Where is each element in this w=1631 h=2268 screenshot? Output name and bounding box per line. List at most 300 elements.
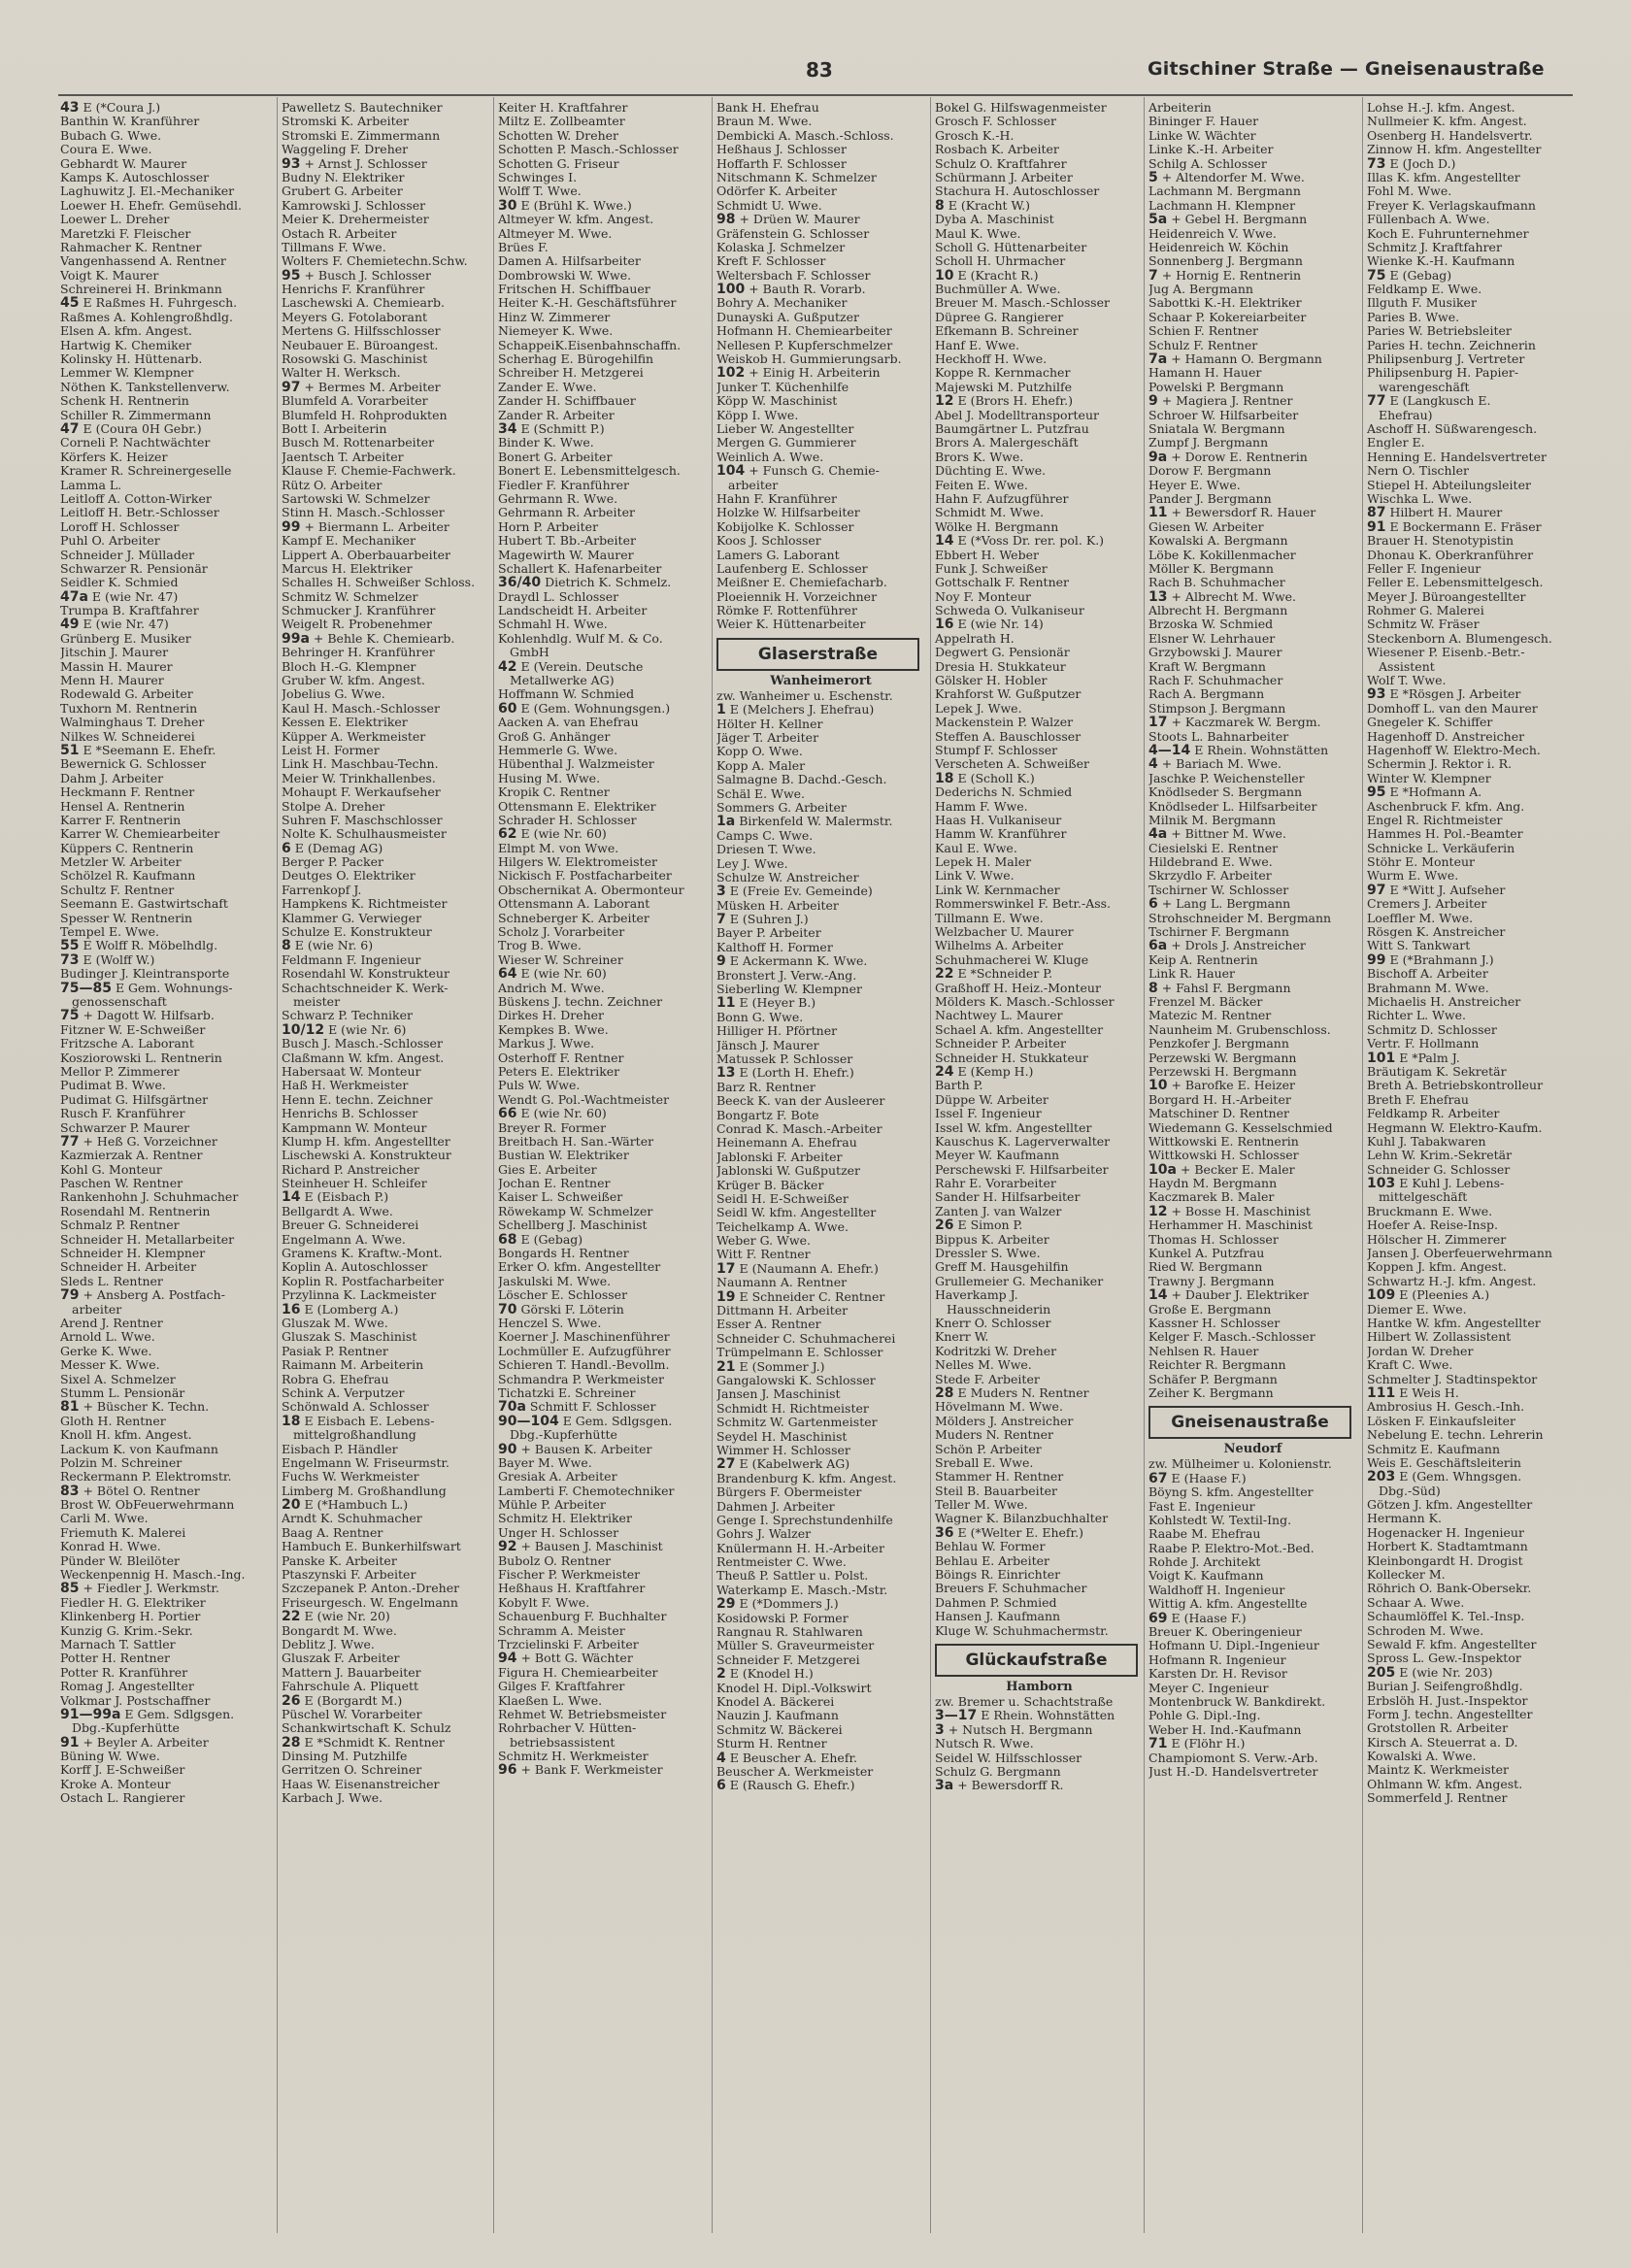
entry-text: Linke W. Wächter <box>1148 128 1256 143</box>
directory-entry <box>60 785 269 799</box>
directory-entry <box>1148 1695 1357 1709</box>
directory-entry <box>60 534 269 548</box>
directory-entry <box>282 1260 490 1274</box>
entry-text: Greff M. Hausgehilfin <box>935 1260 1069 1275</box>
directory-entry <box>716 1472 925 1485</box>
entry-text: Spesser W. Rentnerin <box>60 911 193 925</box>
directory-entry <box>1148 800 1357 814</box>
entry-text: + Bausen J. Maschinist <box>520 1540 663 1554</box>
directory-entry <box>716 184 925 198</box>
directory-entry <box>60 1638 269 1651</box>
directory-entry <box>716 129 925 143</box>
entry-text: Breuer K. Oberingenieur <box>1148 1625 1302 1640</box>
entry-text: Zanten J. van Walzer <box>935 1204 1062 1218</box>
directory-entry <box>1148 869 1357 883</box>
entry-text: Hagenhoff W. Elektro-Mech. <box>1367 743 1541 757</box>
directory-entry <box>935 785 1144 799</box>
directory-entry <box>1148 115 1357 128</box>
entry-text: Bronstert J. Verw.-Ang. <box>716 968 857 983</box>
directory-entry <box>282 702 490 716</box>
entry-text: Schenk H. Rentnerin <box>60 394 189 409</box>
house-number: 22 <box>282 1610 301 1624</box>
directory-entry <box>935 869 1144 883</box>
directory-entry <box>498 925 707 939</box>
entry-text: Tempel E. Wwe. <box>60 925 159 940</box>
entry-text: Hilgers W. Elektromeister <box>498 855 657 870</box>
entry-text: Beuscher A. Werkmeister <box>716 1764 874 1779</box>
directory-entry <box>60 171 269 184</box>
directory-entry <box>498 1651 707 1665</box>
entry-text: + Bosse H. Maschinist <box>1171 1204 1311 1218</box>
directory-entry <box>282 1079 490 1092</box>
directory-entry <box>1367 366 1576 380</box>
directory-entry <box>60 1330 269 1344</box>
house-number: 43 <box>60 101 80 116</box>
directory-entry <box>716 1584 925 1597</box>
directory-entry <box>935 283 1144 296</box>
entry-text: Diemer E. Wwe. <box>1367 1302 1467 1317</box>
entry-text: Klause F. Chemie-Fachwerk. <box>282 464 456 479</box>
entry-text: E (Pleenies A.) <box>1399 1288 1490 1303</box>
entry-text: E (Flöhr H.) <box>1171 1737 1246 1751</box>
house-number: 6 <box>282 841 291 856</box>
directory-entry <box>1367 1065 1576 1079</box>
entry-text: Breuers F. Schuhmacher <box>935 1582 1087 1596</box>
house-number: 10a <box>1148 1162 1177 1178</box>
house-number: 85 <box>60 1582 80 1596</box>
directory-entry <box>282 1791 490 1805</box>
directory-entry <box>498 1736 707 1750</box>
directory-entry <box>282 324 490 338</box>
directory-entry <box>716 1751 925 1765</box>
directory-entry <box>498 1666 707 1680</box>
entry-text: Brors K. Wwe. <box>935 450 1024 464</box>
house-number: 13 <box>716 1066 736 1081</box>
entry-text: Karsten Dr. H. Revisor <box>1148 1667 1287 1682</box>
directory-entry <box>60 1582 269 1595</box>
entry-text: Feller F. Ingenieur <box>1367 561 1481 576</box>
entry-text: Kohlenhdlg. Wulf M. & Co. <box>498 631 663 646</box>
directory-entry <box>498 227 707 241</box>
directory-entry <box>60 967 269 981</box>
directory-entry <box>935 520 1144 534</box>
directory-entry <box>60 436 269 450</box>
directory-entry <box>935 143 1144 156</box>
entry-text: E (Gem. Wohnungsgen.) <box>520 701 671 716</box>
directory-entry <box>1148 1317 1357 1330</box>
directory-entry <box>1367 1218 1576 1232</box>
house-number: 14 <box>1148 1288 1168 1303</box>
directory-entry <box>282 464 490 478</box>
entry-text: Dittmann H. Arbeiter <box>716 1304 849 1318</box>
page-header <box>0 58 1631 87</box>
entry-text: Breth A. Betriebskontrolleur <box>1367 1079 1544 1093</box>
directory-entry <box>935 422 1144 436</box>
entry-text: Massin H. Maurer <box>60 659 173 674</box>
directory-entry <box>935 492 1144 506</box>
house-number: 16 <box>935 617 954 632</box>
entry-text: Nebelung E. techn. Lehrerin <box>1367 1428 1544 1443</box>
directory-entry <box>1367 184 1576 198</box>
directory-entry <box>1367 352 1576 366</box>
directory-entry <box>935 1779 1144 1792</box>
entry-text: Horbert K. Stadtamtmann <box>1367 1540 1528 1554</box>
directory-entry <box>935 506 1144 519</box>
directory-entry <box>1367 394 1576 408</box>
directory-entry <box>282 1400 490 1414</box>
directory-entry <box>1367 1568 1576 1582</box>
entry-text: Schnicke L. Verkäuferin <box>1367 841 1515 855</box>
directory-entry <box>282 269 490 283</box>
entry-text: E (Gebag) <box>1389 268 1452 283</box>
directory-entry <box>498 785 707 799</box>
directory-entry <box>498 687 707 701</box>
directory-entry <box>60 869 269 883</box>
directory-entry <box>282 339 490 352</box>
entry-text: + Bariach M. Wwe. <box>1161 757 1282 772</box>
house-number: 4 <box>1148 757 1158 772</box>
house-number: 13 <box>1148 589 1168 605</box>
entry-text: Seydel H. Maschinist <box>716 1429 848 1444</box>
house-number: 10/12 <box>282 1022 325 1038</box>
directory-entry <box>60 1247 269 1260</box>
directory-entry <box>1367 1666 1576 1680</box>
directory-entry <box>716 436 925 450</box>
directory-entry <box>498 549 707 562</box>
directory-entry <box>498 1205 707 1218</box>
entry-text: Arbeiterin <box>1148 101 1212 115</box>
directory-entry <box>60 995 269 1009</box>
entry-text: Rösgen K. Anstreicher <box>1367 925 1506 940</box>
entry-text: E (wie Nr. 47) <box>83 617 169 632</box>
house-number: 16 <box>282 1302 301 1317</box>
directory-entry <box>935 1121 1144 1135</box>
entry-text: Teichelkamp A. Wwe. <box>716 1219 849 1234</box>
directory-entry <box>498 1386 707 1400</box>
directory-entry <box>60 1386 269 1400</box>
entry-text: Küppers C. Rentnerin <box>60 841 194 855</box>
directory-entry <box>60 143 269 156</box>
entry-text: Kopp O. Wwe. <box>716 745 803 759</box>
directory-entry <box>935 1233 1144 1247</box>
directory-entry <box>716 1276 925 1289</box>
entry-text: Naumann A. Rentner <box>716 1276 848 1290</box>
entry-text: Engel R. Richtmeister <box>1367 813 1503 827</box>
directory-entry <box>282 394 490 408</box>
entry-text: E (Rausch G. Ehefr.) <box>729 1779 855 1793</box>
directory-entry <box>60 617 269 631</box>
directory-entry <box>282 1666 490 1680</box>
entry-text: Schönwald A. Schlosser <box>282 1400 429 1415</box>
directory-entry <box>1148 632 1357 646</box>
directory-entry <box>498 199 707 213</box>
directory-entry <box>498 604 707 617</box>
directory-entry <box>935 450 1144 464</box>
entry-text: Messer K. Wwe. <box>60 1358 160 1373</box>
entry-text: Just H.-D. Handelsvertreter <box>1148 1764 1318 1779</box>
directory-entry <box>935 1190 1144 1204</box>
entry-text: Weigelt R. Probenehmer <box>282 617 433 632</box>
entry-text: Wolf T. Wwe. <box>1367 674 1447 688</box>
house-number: 93 <box>282 156 301 171</box>
house-number: 68 <box>498 1232 517 1248</box>
house-number: 11 <box>716 996 736 1011</box>
house-number: 8 <box>935 198 945 214</box>
directory-entry <box>498 1135 707 1149</box>
directory-entry <box>935 1065 1144 1079</box>
entry-text: Loroff H. Schlosser <box>60 519 180 534</box>
entry-text: Lamberti F. Chemotechniker <box>498 1484 675 1498</box>
directory-entry <box>498 576 707 589</box>
entry-text: Hahn F. Aufzugführer <box>935 491 1069 506</box>
directory-entry <box>1148 1667 1357 1681</box>
directory-entry <box>716 1122 925 1136</box>
directory-column <box>60 101 269 1806</box>
entry-text: Feldkamp R. Arbeiter <box>1367 1107 1500 1121</box>
directory-entry <box>1367 1721 1576 1735</box>
entry-text: + Drüen W. Maurer <box>739 213 860 227</box>
entry-text: + Bausen K. Arbeiter <box>520 1442 652 1456</box>
entry-text: Theuß P. Sattler u. Polst. <box>716 1569 869 1584</box>
entry-text: Mölders K. Masch.-Schlosser <box>935 995 1115 1009</box>
entry-text: Gruber W. kfm. Angest. <box>282 674 425 688</box>
entry-text: Magewirth W. Maurer <box>498 548 634 562</box>
entry-text: Sreball E. Wwe. <box>935 1455 1034 1470</box>
directory-entry <box>498 660 707 674</box>
entry-text: Lehn W. Krim.-Sekretär <box>1367 1149 1513 1163</box>
directory-entry <box>282 241 490 254</box>
entry-text: Sewald F. kfm. Angestellter <box>1367 1637 1537 1651</box>
directory-entry <box>1367 1498 1576 1512</box>
directory-entry <box>935 311 1144 324</box>
entry-text: Wittkowski E. Rentnerin <box>1148 1134 1299 1149</box>
entry-text: Bruckmann E. Wwe. <box>1367 1204 1493 1218</box>
entry-text: Hofmann H. Chemiearbeiter <box>716 324 892 339</box>
entry-text: Genge I. Sprechstundenhilfe <box>716 1513 893 1527</box>
directory-entry <box>498 730 707 744</box>
house-number: 11 <box>1148 506 1168 520</box>
entry-text: Fahrschule A. Pliquett <box>282 1680 419 1694</box>
directory-entry <box>282 814 490 827</box>
entry-text: Champiomont S. Verw.-Arb. <box>1148 1751 1318 1765</box>
directory-entry <box>1367 324 1576 338</box>
entry-text: Romag J. Angestellter <box>60 1680 194 1694</box>
entry-text: Ebbert H. Weber <box>935 548 1039 562</box>
entry-text: Schneider C. Schuhmacherei <box>716 1331 896 1346</box>
entry-text: Brauer H. Stenotypistin <box>1367 534 1514 549</box>
directory-entry <box>935 1596 1144 1610</box>
entry-text: Gnegeler K. Schiffer <box>1367 716 1493 730</box>
entry-text: Kazmierzak A. Rentner <box>60 1149 203 1163</box>
entry-text: Albrecht H. Bergmann <box>1148 604 1288 618</box>
entry-text: Schäl E. Wwe. <box>716 786 806 801</box>
directory-entry <box>1148 939 1357 952</box>
entry-text: Waldhoff H. Ingenieur <box>1148 1583 1285 1597</box>
entry-text: Haß H. Werkmeister <box>282 1079 409 1093</box>
directory-entry <box>498 897 707 911</box>
directory-entry <box>282 576 490 589</box>
entry-text: Kessen E. Elektriker <box>282 716 408 730</box>
entry-text: Richard P. Anstreicher <box>282 1162 419 1177</box>
entry-text: Issel F. Ingenieur <box>935 1107 1042 1121</box>
house-number: 36/40 <box>498 576 542 590</box>
house-number: 92 <box>498 1540 517 1554</box>
directory-entry <box>1148 1051 1357 1065</box>
directory-entry <box>1367 1415 1576 1428</box>
directory-entry <box>716 1402 925 1416</box>
house-number: 97 <box>1367 883 1386 898</box>
directory-entry <box>1148 171 1357 184</box>
directory-entry <box>1148 1177 1357 1190</box>
entry-text: Lamers G. Laborant <box>716 548 840 562</box>
directory-entry <box>60 1512 269 1525</box>
directory-entry <box>282 967 490 981</box>
entry-text: Gerke K. Wwe. <box>60 1344 152 1358</box>
house-number: 75 <box>60 1009 80 1023</box>
entry-text: Dahmen P. Schmied <box>935 1595 1057 1610</box>
directory-entry <box>60 199 269 213</box>
house-number: 9a <box>1148 450 1168 465</box>
directory-entry <box>498 800 707 814</box>
entry-text: Scholl H. Uhrmacher <box>935 254 1066 269</box>
entry-text: Kauschus K. Lagerverwalter <box>935 1134 1111 1149</box>
directory-entry <box>60 479 269 492</box>
entry-text: + Bermes M. Arbeiter <box>304 380 441 394</box>
entry-text: Limberg M. Großhandlung <box>282 1484 447 1498</box>
directory-entry <box>282 1721 490 1735</box>
directory-entry <box>1148 422 1357 436</box>
directory-entry <box>935 982 1144 995</box>
directory-entry <box>1148 772 1357 785</box>
entry-text: Schmandra P. Werkmeister <box>498 1372 665 1386</box>
entry-text: Raabe M. Ehefrau <box>1148 1527 1261 1542</box>
directory-entry <box>935 1484 1144 1498</box>
entry-text: Rütz O. Arbeiter <box>282 478 383 492</box>
entry-text: Ciesielski E. Rentner <box>1148 841 1279 855</box>
entry-text: Kempkes B. Wwe. <box>498 1022 609 1037</box>
directory-entry <box>282 1275 490 1288</box>
directory-entry <box>282 855 490 869</box>
entry-text: E Raßmes H. Fuhrgesch. <box>83 296 238 311</box>
directory-entry <box>1367 1554 1576 1568</box>
entry-text: Knödlseder L. Hilfsarbeiter <box>1148 799 1317 814</box>
entry-text: Friemuth K. Malerei <box>60 1525 186 1540</box>
directory-entry <box>60 184 269 198</box>
house-number: 29 <box>716 1597 736 1612</box>
house-number: 5a <box>1148 213 1168 227</box>
directory-entry <box>60 450 269 464</box>
directory-entry <box>60 939 269 952</box>
directory-entry <box>1367 1736 1576 1750</box>
house-number: 109 <box>1367 1288 1396 1303</box>
house-number: 17 <box>1148 716 1168 730</box>
house-number: 99 <box>1367 952 1386 968</box>
directory-entry <box>498 436 707 450</box>
entry-text: Matschiner D. Rentner <box>1148 1107 1289 1121</box>
directory-entry <box>1148 1597 1357 1611</box>
entry-text: Schultz F. Rentner <box>60 883 175 897</box>
directory-entry <box>60 1680 269 1693</box>
entry-text: Kobylt F. Wwe. <box>498 1595 590 1610</box>
entry-text: Aschenbruck F. kfm. Ang. <box>1367 799 1525 814</box>
directory-entry <box>935 939 1144 952</box>
entry-text: Kollecker M. <box>1367 1568 1446 1583</box>
entry-text: Odörfer K. Arbeiter <box>716 184 837 199</box>
entry-text: Schneider J. Müllader <box>60 548 195 562</box>
entry-text: Wendt G. Pol.-Wachtmeister <box>498 1092 670 1107</box>
entry-text: Tschirner W. Schlosser <box>1148 883 1289 897</box>
entry-text: Fiedler F. Kranführer <box>498 478 629 492</box>
directory-entry <box>282 1540 490 1553</box>
entry-text: E (Coura 0H Gebr.) <box>83 421 202 436</box>
entry-text: Jaentsch T. Arbeiter <box>282 450 404 464</box>
directory-entry <box>935 744 1144 757</box>
entry-text: Corneli P. Nachtwächter <box>60 436 211 450</box>
entry-text: Große E. Bergmann <box>1148 1302 1272 1317</box>
house-number: 75 <box>1367 268 1386 284</box>
entry-text: Ley J. Wwe. <box>716 856 788 871</box>
entry-text: Füllenbach A. Wwe. <box>1367 213 1490 227</box>
directory-column <box>1148 101 1357 1779</box>
entry-text: Wischka L. Wwe. <box>1367 491 1473 506</box>
entry-text: Budinger J. Kleintransporte <box>60 967 230 982</box>
entry-text: Junker T. Küchenhilfe <box>716 380 849 394</box>
directory-entry <box>498 171 707 184</box>
directory-entry <box>1367 967 1576 981</box>
entry-text: Möller K. Bergmann <box>1148 561 1274 576</box>
entry-text: + Bott G. Wächter <box>520 1651 633 1666</box>
directory-entry <box>716 241 925 254</box>
directory-entry <box>498 1177 707 1190</box>
directory-entry <box>935 1163 1144 1177</box>
entry-text: Stumpf F. Schlosser <box>935 743 1058 757</box>
entry-text: Deutges O. Elektriker <box>282 869 416 884</box>
directory-entry <box>282 1330 490 1344</box>
directory-entry <box>935 1330 1144 1344</box>
entry-text: Beeck K. van der Ausleerer <box>716 1094 885 1109</box>
entry-text: Gottschalk F. Rentner <box>935 576 1070 590</box>
entry-text: Haydn M. Bergmann <box>1148 1177 1278 1191</box>
directory-entry <box>935 464 1144 478</box>
directory-entry <box>716 1024 925 1038</box>
entry-text: Düpree G. Rangierer <box>935 310 1064 324</box>
entry-text: Breth F. Ehefrau <box>1367 1092 1469 1107</box>
directory-entry <box>1367 1233 1576 1247</box>
directory-entry <box>1148 702 1357 716</box>
directory-entry <box>716 1109 925 1122</box>
entry-text: Grzybowski J. Maurer <box>1148 646 1282 660</box>
entry-text: Zumpf J. Bergmann <box>1148 436 1269 450</box>
directory-entry <box>498 1596 707 1610</box>
entry-text: Perschewski F. Hilfsarbeiter <box>935 1162 1109 1177</box>
directory-entry <box>282 1247 490 1260</box>
directory-entry <box>716 339 925 352</box>
entry-text: Löscher E. Schlosser <box>498 1288 628 1303</box>
entry-text: Stumm L. Pensionär <box>60 1385 185 1400</box>
entry-text: Reckermann P. Elektromstr. <box>60 1470 232 1484</box>
entry-text: E (Kracht W.) <box>948 198 1031 213</box>
directory-entry <box>1148 1373 1357 1386</box>
directory-entry <box>1148 1121 1357 1135</box>
directory-entry <box>935 101 1144 115</box>
entry-text: Schwarzer R. Pensionär <box>60 561 208 576</box>
directory-entry <box>498 269 707 283</box>
directory-entry <box>1367 1610 1576 1623</box>
directory-entry <box>716 1639 925 1652</box>
directory-entry <box>935 549 1144 562</box>
directory-entry <box>1367 939 1576 952</box>
entry-text: Lohse H.-J. kfm. Angest. <box>1367 101 1515 115</box>
